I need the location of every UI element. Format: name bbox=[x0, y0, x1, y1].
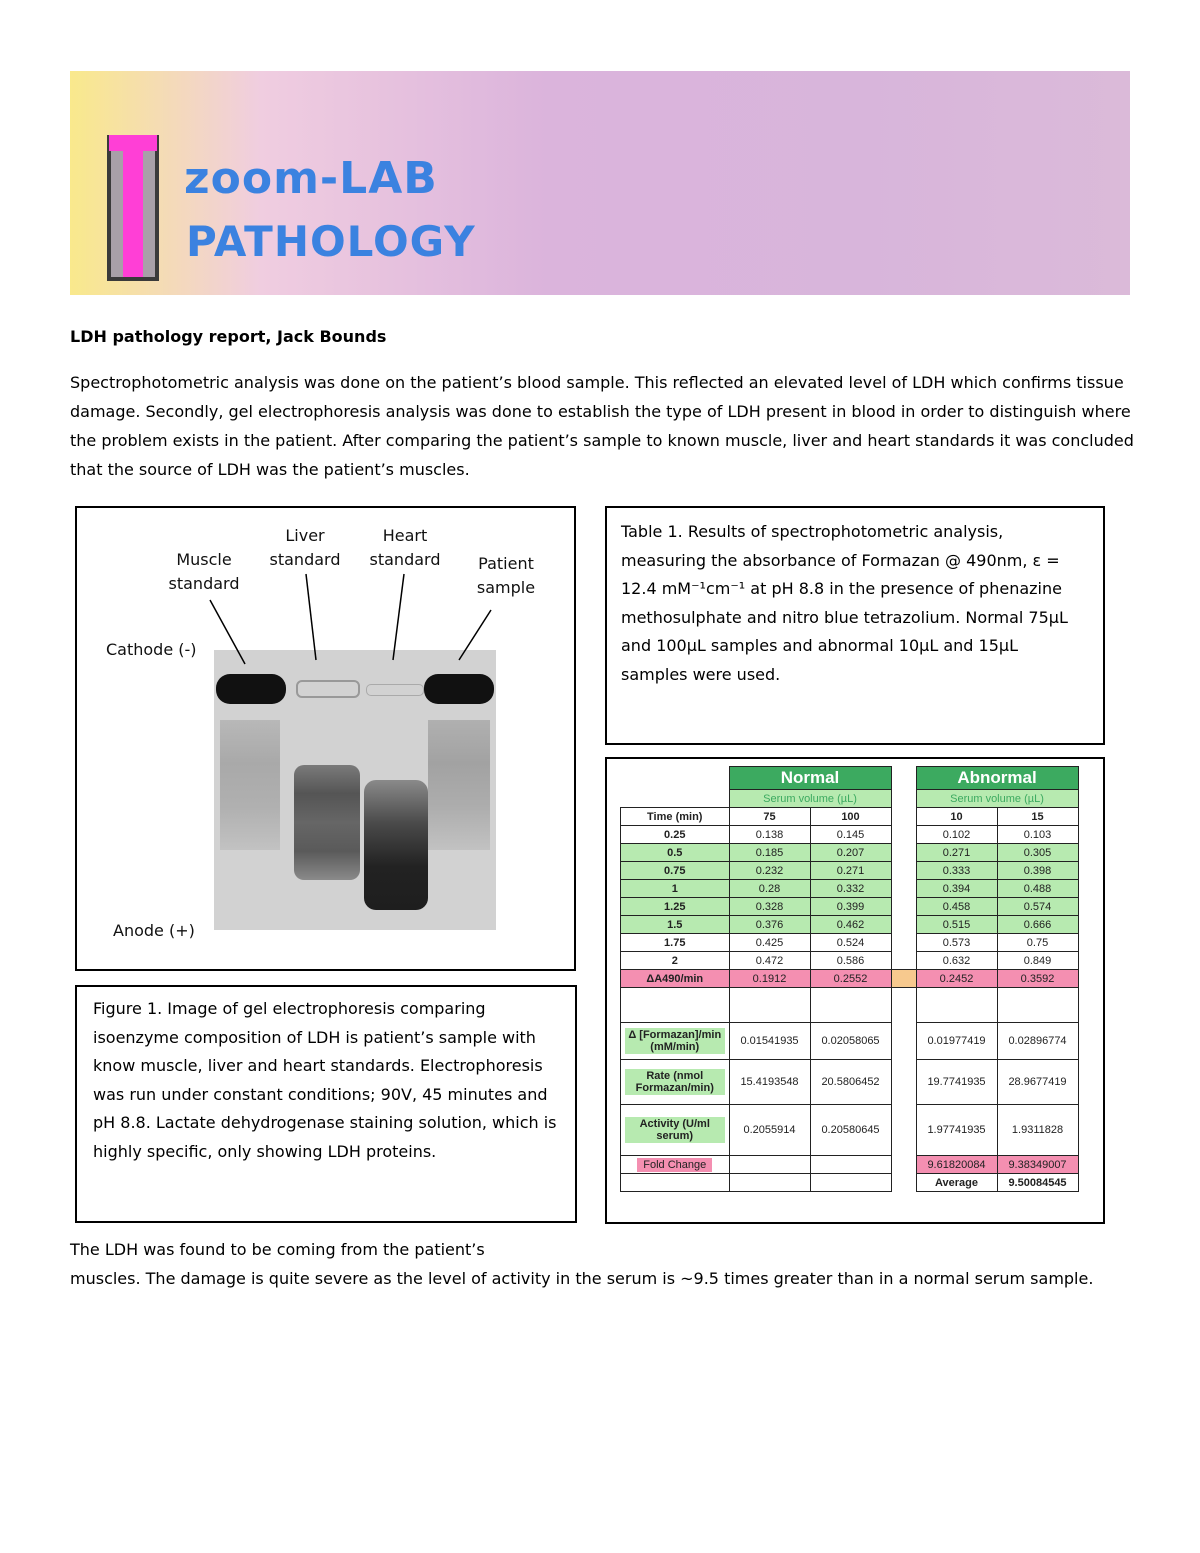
time-header: Time (min) bbox=[621, 808, 730, 826]
abnormal-header: Abnormal bbox=[916, 767, 1078, 790]
table-cell: 0.103 bbox=[997, 826, 1078, 844]
anode-label: Anode (+) bbox=[113, 921, 195, 940]
figure1-caption: Figure 1. Image of gel electrophoresis comparing isoenzyme composition of LDH is patient’s sample with know muscle, liver and heart standards. Electrophoresis was run under constant conditions; 90V, 45 minutes and pH 8.8. Lactate dehydrogenase staining solution, which is highly specific, only showing LDH proteins. bbox=[93, 999, 557, 1161]
table-cell: 0.849 bbox=[997, 952, 1078, 970]
formazan-cell: 0.02896774 bbox=[997, 1023, 1078, 1060]
rate-cell: 20.5806452 bbox=[810, 1060, 891, 1105]
table-cell: 0.75 bbox=[997, 934, 1078, 952]
table-cell: 1.25 bbox=[621, 898, 730, 916]
intro-paragraph: Spectrophotometric analysis was done on the patient’s blood sample. This reflected an elevated level of LDH which confirms tissue damage. Secondly, gel electrophoresis analysis was done to establish the type of LDH present in blood in order to distinguish where the problem exists in the patient. After comparing the patient’s sample to known muscle, liver and heart standards it was concluded that the source of LDH was the patient’s muscles. bbox=[70, 373, 1134, 479]
table-cell: 0.305 bbox=[997, 844, 1078, 862]
table-cell: 0.328 bbox=[729, 898, 810, 916]
heart-standard-label: Heart standard bbox=[369, 526, 441, 569]
delta-cell: 0.2552 bbox=[810, 970, 891, 988]
rate-cell: 15.4193548 bbox=[729, 1060, 810, 1105]
fold-label: Fold Change bbox=[637, 1158, 712, 1172]
table-cell: 0.138 bbox=[729, 826, 810, 844]
table-cell: 1.75 bbox=[621, 934, 730, 952]
table-row bbox=[621, 898, 1079, 916]
cathode-label: Cathode (-) bbox=[106, 640, 197, 659]
average-value: 9.50084545 bbox=[997, 1174, 1078, 1192]
table-cell: 0.28 bbox=[729, 880, 810, 898]
table-cell: 0.75 bbox=[621, 862, 730, 880]
table-row bbox=[621, 862, 1079, 880]
table-cell: 0.488 bbox=[997, 880, 1078, 898]
table-cell: 0.399 bbox=[810, 898, 891, 916]
table-cell: 0.271 bbox=[916, 844, 997, 862]
activity-label: Activity (U/ml serum) bbox=[625, 1117, 725, 1143]
formazan-cell: 0.02058065 bbox=[810, 1023, 891, 1060]
table-cell: 0.232 bbox=[729, 862, 810, 880]
table-cell: 0.332 bbox=[810, 880, 891, 898]
activity-cell: 0.2055914 bbox=[729, 1105, 810, 1156]
table1-caption: Table 1. Results of spectrophotometric analysis, measuring the absorbance of Formazan @ 490nm, ε = 12.4 mM⁻¹cm⁻¹ at pH 8.8 in the presence of phenazine methosulphate and nitro blue tetrazolium. Normal 75µL and 100µL samples and abnormal 10µL and 15µL samples were used. bbox=[621, 522, 1068, 684]
table-cell: 0.394 bbox=[916, 880, 997, 898]
rate-cell: 28.9677419 bbox=[997, 1060, 1078, 1105]
table-cell: 0.458 bbox=[916, 898, 997, 916]
table-row bbox=[621, 952, 1079, 970]
table-cell: 0.574 bbox=[997, 898, 1078, 916]
vol-header: 100 bbox=[810, 808, 891, 826]
delta-cell: 0.2452 bbox=[916, 970, 997, 988]
table-cell: 0.145 bbox=[810, 826, 891, 844]
table-cell: 0.425 bbox=[729, 934, 810, 952]
fold-cell: 9.61820084 bbox=[916, 1156, 997, 1174]
rate-cell: 19.7741935 bbox=[916, 1060, 997, 1105]
average-label: Average bbox=[916, 1174, 997, 1192]
logo-text-pathology: PATHOLOGY bbox=[186, 217, 476, 266]
formazan-cell: 0.01977419 bbox=[916, 1023, 997, 1060]
table1-caption-box bbox=[605, 506, 1105, 745]
normal-serum-volume: Serum volume (µL) bbox=[729, 790, 891, 808]
table-row bbox=[621, 934, 1079, 952]
table-cell: 0.472 bbox=[729, 952, 810, 970]
table-cell: 0.333 bbox=[916, 862, 997, 880]
table-cell: 1 bbox=[621, 880, 730, 898]
conclusion-paragraph bbox=[70, 1235, 1140, 1293]
formazan-cell: 0.01541935 bbox=[729, 1023, 810, 1060]
table-cell: 0.573 bbox=[916, 934, 997, 952]
spectro-data-table bbox=[620, 766, 1079, 1192]
table-cell: 1.5 bbox=[621, 916, 730, 934]
table-cell: 2 bbox=[621, 952, 730, 970]
fold-cell: 9.38349007 bbox=[997, 1156, 1078, 1174]
normal-header: Normal bbox=[729, 767, 891, 790]
table-cell: 0.271 bbox=[810, 862, 891, 880]
table-cell: 0.398 bbox=[997, 862, 1078, 880]
delta-cell: 0.1912 bbox=[729, 970, 810, 988]
table-cell: 0.524 bbox=[810, 934, 891, 952]
table-cell: 0.586 bbox=[810, 952, 891, 970]
conclusion-line2: muscles. The damage is quite severe as the level of activity in the serum is ~9.5 times greater than in a normal serum sample. bbox=[70, 1269, 1094, 1288]
conclusion-line1: The LDH was found to be coming from the patient’s bbox=[70, 1240, 485, 1259]
table-row bbox=[621, 880, 1079, 898]
vol-header: 10 bbox=[916, 808, 997, 826]
formazan-label: Δ [Formazan]/min (mM/min) bbox=[625, 1028, 725, 1054]
activity-cell: 0.20580645 bbox=[810, 1105, 891, 1156]
patient-sample-label: Patient sample bbox=[476, 554, 536, 597]
figure1-caption-box bbox=[75, 985, 577, 1223]
activity-cell: 1.97741935 bbox=[916, 1105, 997, 1156]
table-row bbox=[621, 916, 1079, 934]
report-title: LDH pathology report, Jack Bounds bbox=[70, 327, 387, 346]
vol-header: 75 bbox=[729, 808, 810, 826]
rate-label: Rate (nmol Formazan/min) bbox=[625, 1069, 725, 1095]
table-cell: 0.25 bbox=[621, 826, 730, 844]
delta-label: ΔA490/min bbox=[621, 970, 730, 988]
table-cell: 0.376 bbox=[729, 916, 810, 934]
table-row bbox=[621, 844, 1079, 862]
table-cell: 0.632 bbox=[916, 952, 997, 970]
table-cell: 0.515 bbox=[916, 916, 997, 934]
table-cell: 0.5 bbox=[621, 844, 730, 862]
vol-header: 15 bbox=[997, 808, 1078, 826]
table-cell: 0.666 bbox=[997, 916, 1078, 934]
table-cell: 0.185 bbox=[729, 844, 810, 862]
liver-standard-label: Liver standard bbox=[269, 526, 341, 569]
table-row bbox=[621, 826, 1079, 844]
table-cell: 0.102 bbox=[916, 826, 997, 844]
logo-text-zoomlab: zoom-LAB bbox=[184, 153, 438, 204]
abnormal-serum-volume: Serum volume (µL) bbox=[916, 790, 1078, 808]
activity-cell: 1.9311828 bbox=[997, 1105, 1078, 1156]
muscle-standard-label: Muscle standard bbox=[168, 550, 240, 593]
table-cell: 0.462 bbox=[810, 916, 891, 934]
delta-cell: 0.3592 bbox=[997, 970, 1078, 988]
table-cell: 0.207 bbox=[810, 844, 891, 862]
